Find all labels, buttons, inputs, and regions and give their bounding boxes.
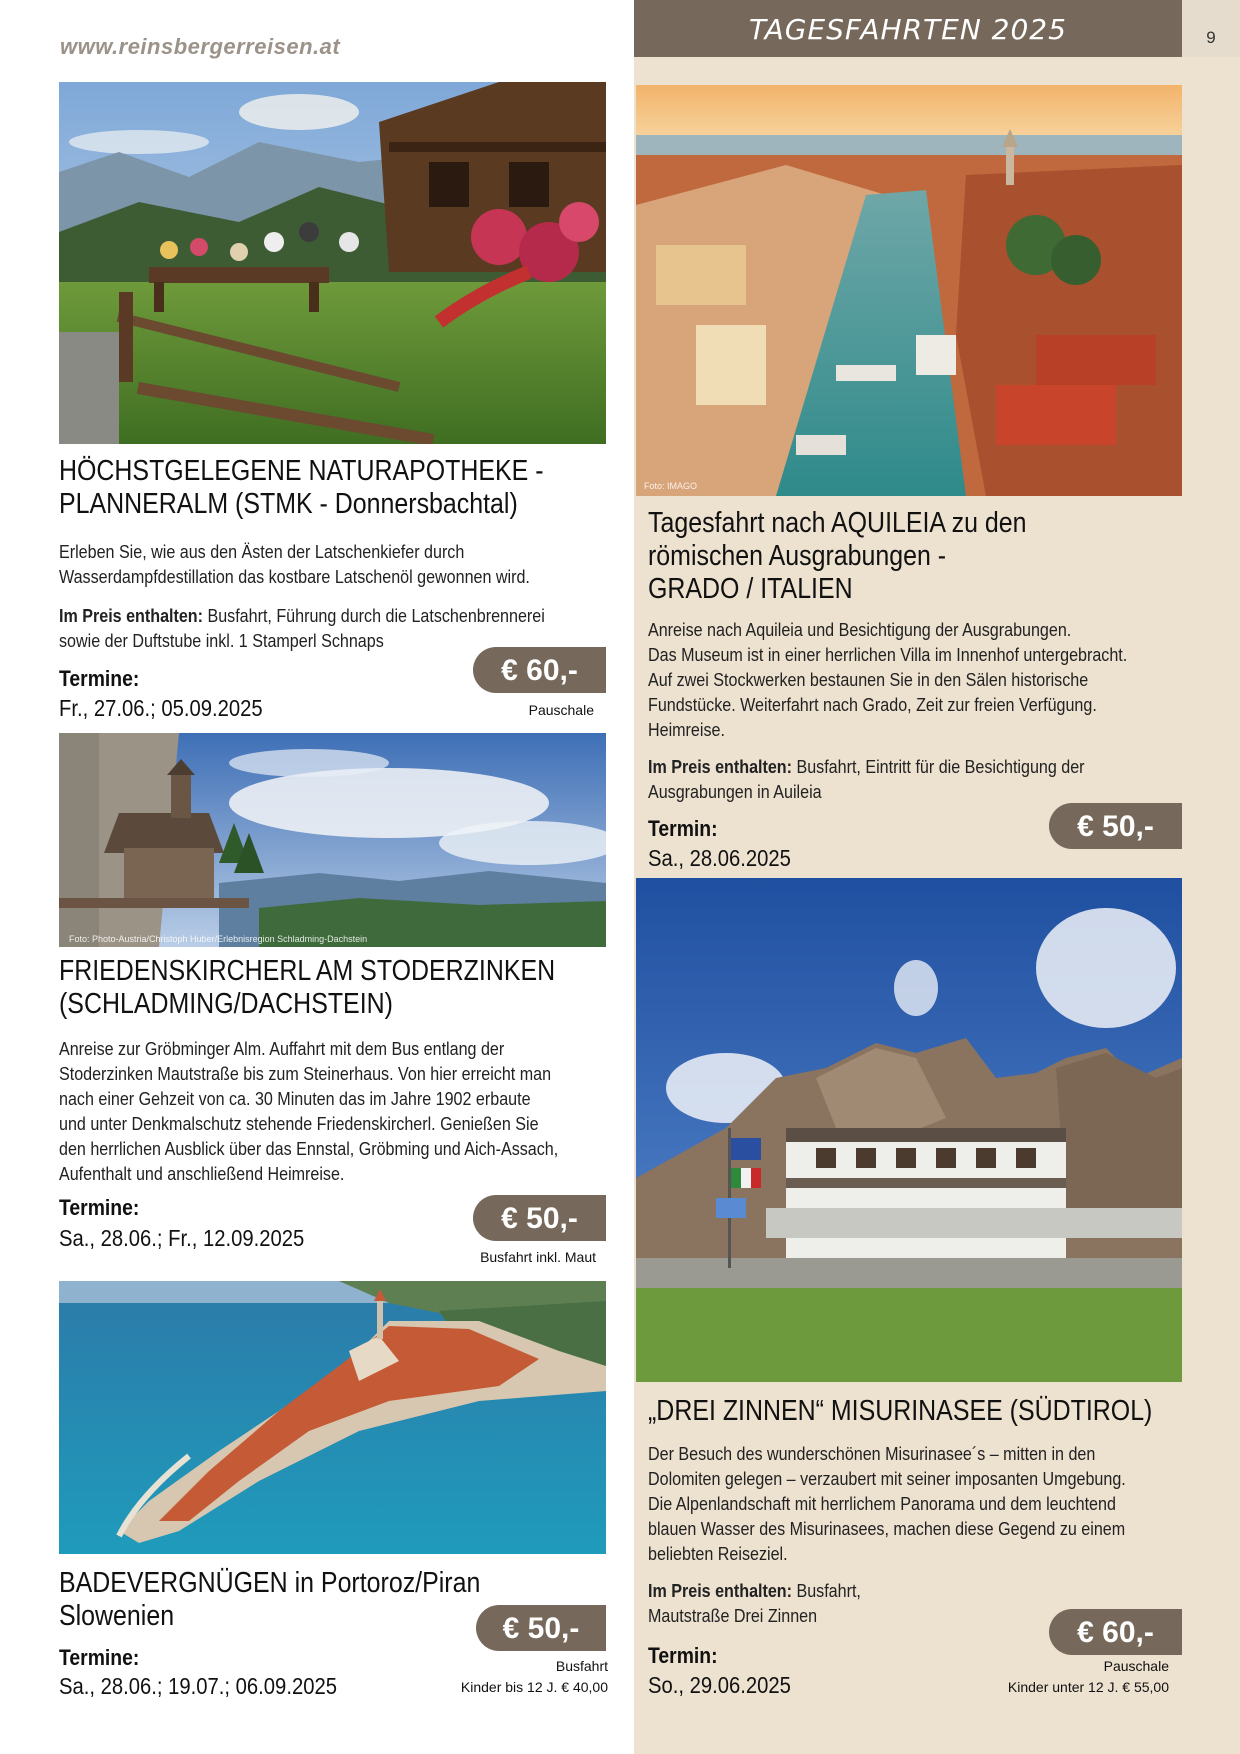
aquileia-photo <box>636 85 1182 496</box>
drei-zinnen-price-note: Pauschale Kinder unter 12 J. € 55,00 <box>1007 1658 1169 1695</box>
friedenskircherl-dates-label: Termine: <box>59 1195 140 1220</box>
planneralm-price-badge: € 60,- <box>473 647 606 693</box>
drei-zinnen-price-badge: € 60,- <box>1049 1609 1182 1655</box>
aquileia-dates-label: Termin: <box>648 816 718 841</box>
page-number: 9 <box>1182 0 1240 57</box>
drei-zinnen-dates: So., 29.06.2025 <box>648 1672 791 1698</box>
aquileia-photo-credit: Foto: IMAGO <box>644 481 698 491</box>
friedenskircherl-price-badge: € 50,- <box>473 1195 606 1241</box>
website-url[interactable]: www.reinsbergerreisen.at <box>60 34 341 59</box>
planneralm-title: HÖCHSTGELEGENE NATURAPOTHEKE - PLANNERALM (STMK - Donnersbachtal) <box>59 455 544 520</box>
drei-zinnen-included: Im Preis enthalten: Busfahrt, Mautstraße Drei Zinnen <box>648 1580 861 1626</box>
planneralm-included: Im Preis enthalten: Busfahrt, Führung durch die Latschenbrennerei sowie der Duftstube inkl. 1 Stamperl Schnaps <box>59 605 545 651</box>
planneralm-dates: Fr., 27.06.; 05.09.2025 <box>59 695 263 721</box>
planneralm-photo <box>59 82 606 444</box>
friedenskircherl-description: Anreise zur Gröbminger Alm. Auffahrt mit dem Bus entlang der Stoderzinken Mautstraße bis zum Steinerhaus. Von hier erreicht man nach einer Gehzeit von ca. 30 Minuten das im Jahre 1902 erbaute und unter Denkmalschutz stehende Friedenskircherl. Genießen Sie den herrlichen Ausblick über das Ennstal, Gröbming und Aich-Assach, Aufenthalt und anschließend Heimreise. <box>59 1038 559 1184</box>
friedenskircherl-title: FRIEDENSKIRCHERL AM STODERZINKEN (SCHLADMING/DACHSTEIN) <box>59 955 556 1020</box>
aquileia-description: Anreise nach Aquileia und Besichtigung der Ausgrabungen. Das Museum ist in einer herrlichen Villa im Innenhof untergebracht. Auf zwei Stockwerken bestaunen Sie in den Sälen historische Fundstücke. Weiterfahrt nach Grado, Zeit zur freien Verfügung. Heimreise. <box>648 619 1128 740</box>
drei-zinnen-description: Der Besuch des wunderschönen Misurinasee´s – mitten in den Dolomiten gelegen – verzaubert mit seiner imposanten Umgebung. Die Alpenlandschaft mit herrlichem Panorama und dem leuchtend blauen Wasser des Misurinasees, machen diese Gegend zu einem beliebten Reiseziel. <box>648 1443 1126 1564</box>
aquileia-title: Tagesfahrt nach AQUILEIA zu den römischen Ausgrabungen - GRADO / ITALIEN <box>648 507 1027 605</box>
friedenskircherl-photo-credit: Foto: Photo-Austria/Christoph Huber/Erlebnisregion Schladming-Dachstein <box>69 934 368 944</box>
portoroz-dates: Sa., 28.06.; 19.07.; 06.09.2025 <box>59 1673 337 1699</box>
friedenskircherl-photo <box>59 733 606 947</box>
friedenskircherl-dates: Sa., 28.06.; Fr., 12.09.2025 <box>59 1225 305 1251</box>
aquileia-price-badge: € 50,- <box>1049 803 1182 849</box>
portoroz-price-note: Busfahrt Kinder bis 12 J. € 40,00 <box>460 1658 608 1695</box>
section-header: TAGESFAHRTEN 2025 <box>634 0 1182 57</box>
planneralm-price-note: Pauschale <box>528 702 594 718</box>
portoroz-photo <box>59 1281 606 1554</box>
drei-zinnen-photo <box>636 878 1182 1382</box>
planneralm-description: Erleben Sie, wie aus den Ästen der Latschenkiefer durch Wasserdampfdestillation das kostbare Latschenöl gewonnen wird. <box>59 541 530 587</box>
aquileia-included: Im Preis enthalten: Busfahrt, Eintritt für die Besichtigung der Ausgrabungen in Auileia <box>648 756 1085 802</box>
portoroz-price-badge: € 50,- <box>476 1605 606 1651</box>
friedenskircherl-price-note: Busfahrt inkl. Maut <box>480 1249 596 1265</box>
portoroz-title: BADEVERGNÜGEN in Portoroz/Piran Slowenien <box>59 1567 481 1632</box>
drei-zinnen-title: „DREI ZINNEN“ MISURINASEE (SÜDTIROL) <box>648 1395 1153 1427</box>
drei-zinnen-dates-label: Termin: <box>648 1643 718 1668</box>
portoroz-dates-label: Termine: <box>59 1645 140 1670</box>
planneralm-dates-label: Termine: <box>59 666 140 691</box>
aquileia-dates: Sa., 28.06.2025 <box>648 845 791 871</box>
